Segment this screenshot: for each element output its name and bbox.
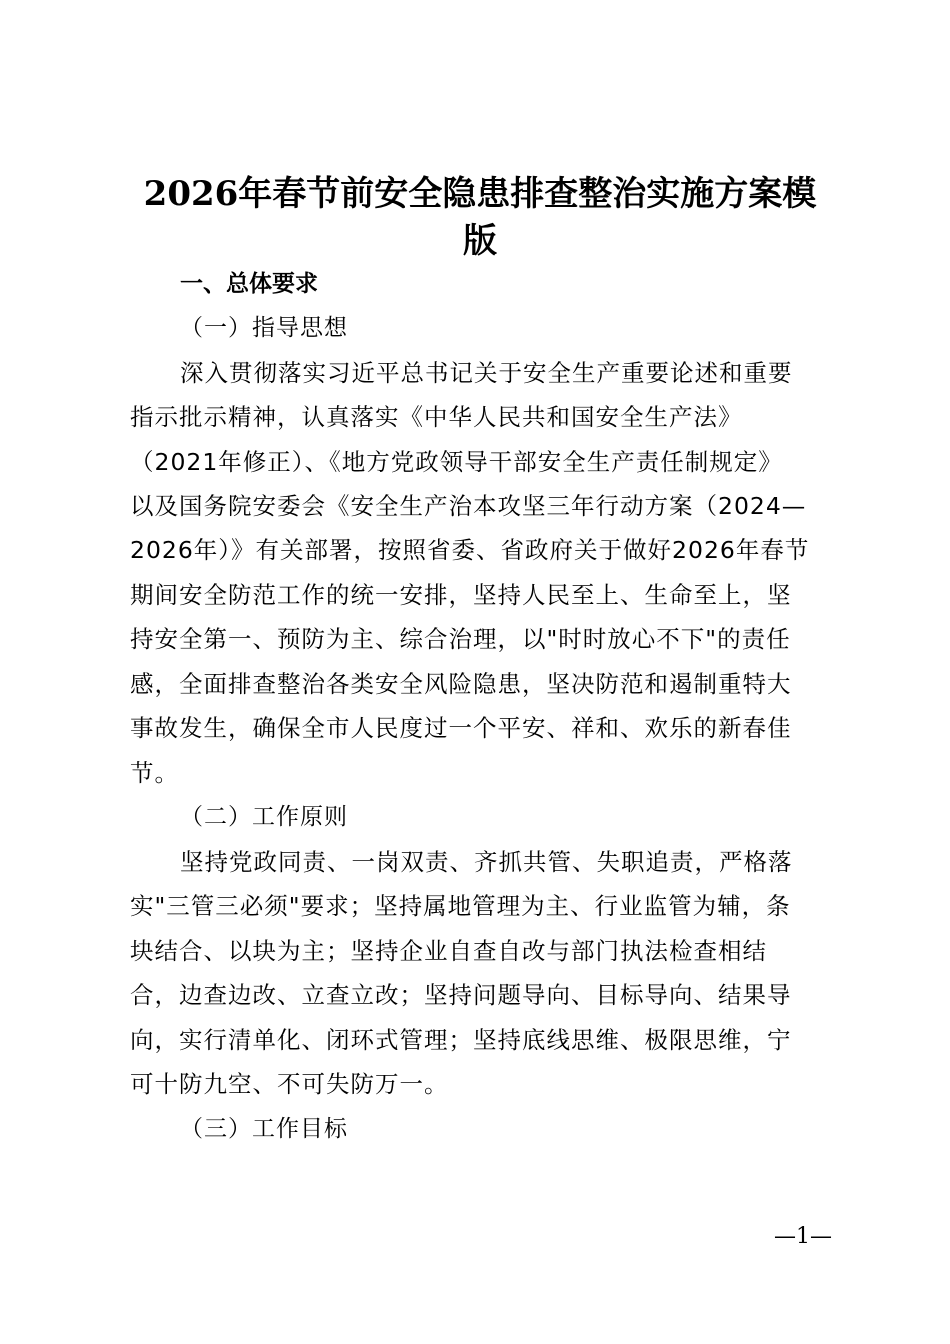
paragraph-line: 可十防九空、不可失防万一。 [130,1070,449,1098]
subheading-guiding-ideology: （一）指导思想 [180,315,348,341]
paragraph-line: 感，全面排查整治各类安全风险隐患，坚决防范和遏制重特大 [130,670,792,698]
paragraph-line: 实"三管三必须"要求；坚持属地管理为主、行业监管为辅，条 [130,892,791,920]
paragraph-line: （2021年修正）、《地方党政领导干部安全生产责任制规定》 [130,448,783,476]
paragraph-line: 以及国务院安委会《安全生产治本攻坚三年行动方案（2024— [130,492,807,520]
paragraph-line: 坚持党政同责、一岗双责、齐抓共管、失职追责，严格落 [180,848,793,876]
subheading-work-goals: （三）工作目标 [180,1116,348,1142]
paragraph-line: 指示批示精神，认真落实《中华人民共和国安全生产法》 [130,403,743,431]
paragraph-line: 期间安全防范工作的统一安排，坚持人民至上、生命至上，坚 [130,581,792,609]
paragraph-line: 块结合、以块为主；坚持企业自查自改与部门执法检查相结 [130,937,767,965]
document-title-line-2: 版 [463,221,497,261]
paragraph-line: 合，边查边改、立查立改；坚持问题导向、目标导向、结果导 [130,981,792,1009]
section-heading-general-requirements: 一、总体要求 [180,271,318,297]
document-title-line-1: 2026年春节前安全隐患排查整治实施方案模 [143,174,817,214]
paragraph-line: 向，实行清单化、闭环式管理；坚持底线思维、极限思维，宁 [130,1026,792,1054]
paragraph-line: 2026年）》有关部署，按照省委、省政府关于做好2026年春节 [130,536,810,564]
page-number: —1— [774,1224,832,1249]
paragraph-line: 事故发生，确保全市人民度过一个平安、祥和、欢乐的新春佳 [130,714,792,742]
paragraph-line: 节。 [130,759,179,787]
subheading-work-principles: （二）工作原则 [180,804,348,830]
paragraph-line: 深入贯彻落实习近平总书记关于安全生产重要论述和重要 [180,359,793,387]
paragraph-line: 持安全第一、预防为主、综合治理，以"时时放心不下"的责任 [130,625,791,653]
